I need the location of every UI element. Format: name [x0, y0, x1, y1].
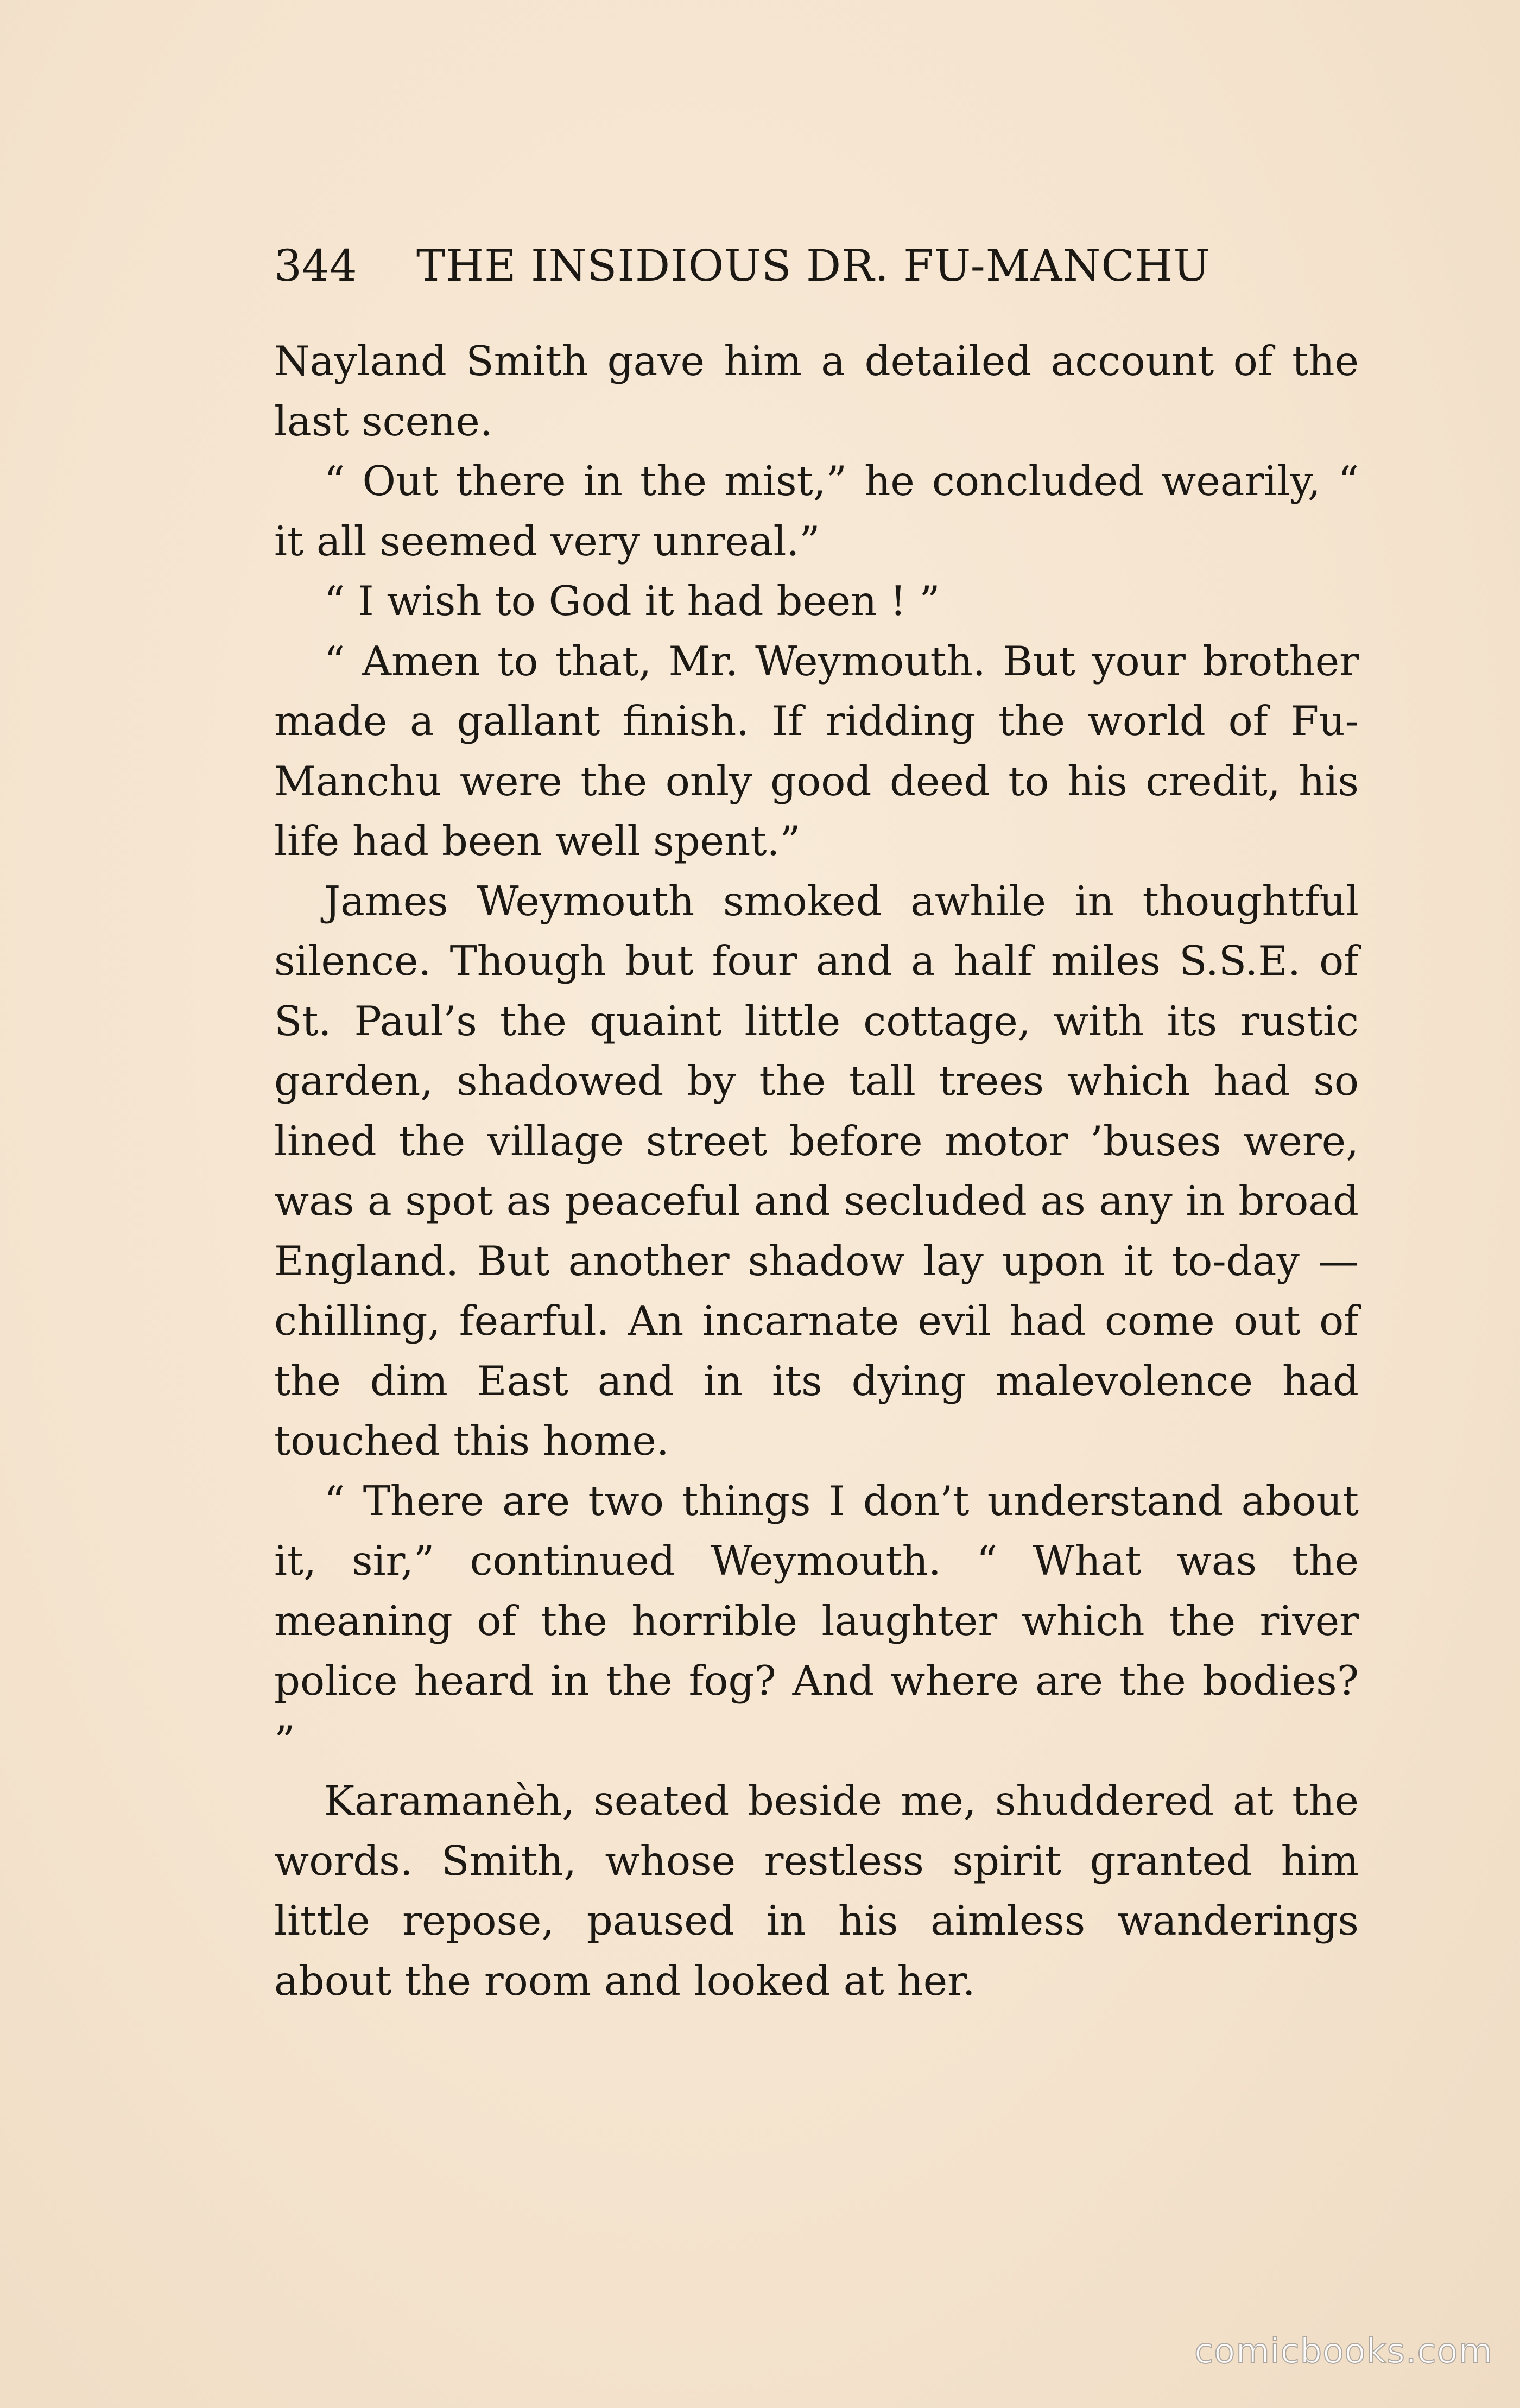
paragraph: “ Out there in the mist,” he concluded wearily, “ it all seemed very unreal.”: [274, 457, 1359, 565]
page-number: 344: [274, 240, 357, 291]
running-header: [274, 233, 1359, 299]
paragraph: “ Amen to that, Mr. Weymouth. But your brother made a gallant finish. If ridding the world of Fu-Manchu were the only good deed to his credit, his life had been well spent.”: [274, 637, 1359, 865]
body-text: [274, 331, 1359, 2011]
book-title: THE INSIDIOUS DR. FU-MANCHU: [416, 240, 1211, 291]
paragraph: “ There are two things I don’t understand about it, sir,” continued Weymouth. “ What was the meaning of the horrible laughter which the river police heard in the fog? And where are the bodies? ”: [274, 1477, 1359, 1765]
watermark: comicbooks.com: [1194, 2331, 1493, 2372]
paragraph: Nayland Smith gave him a detailed account of the last scene.: [274, 337, 1359, 445]
paragraph: “ I wish to God it had been ! ”: [324, 577, 940, 625]
paragraph: James Weymouth smoked awhile in thoughtful silence. Though but four and a half miles S.S.E. of St. Paul’s the quaint little cottage, with its rustic garden, shadowed by the tall trees which had so lined the village street before motor ’buses were, was a spot as peaceful and secluded as any in broad England. But another shadow lay upon it to-day — chilling, fearful. An incarnate evil had come out of the dim East and in its dying malevolence had touched this home.: [274, 877, 1359, 1465]
paragraph: Karamanèh, seated beside me, shuddered at the words. Smith, whose restless spirit granted him little repose, paused in his aimless wanderings about the room and looked at her.: [274, 1777, 1359, 2005]
